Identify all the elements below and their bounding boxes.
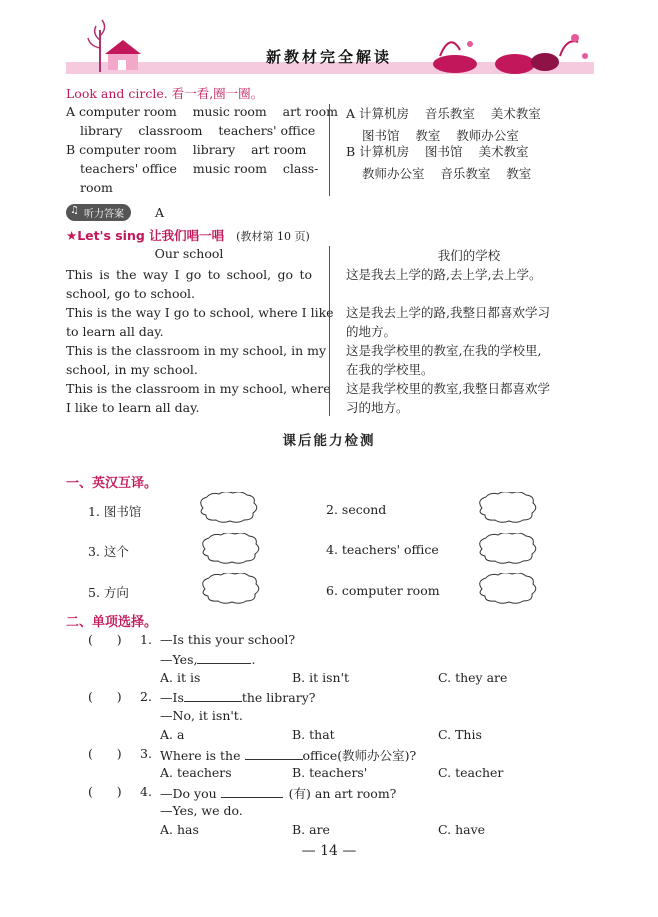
cloud-answer-box-4[interactable] xyxy=(474,533,538,565)
song-en-line-1: This is the way I go to school, go to xyxy=(66,267,312,282)
option-a-zh xyxy=(346,104,596,144)
q4-option-b[interactable]: B. are xyxy=(292,822,330,837)
q2-option-a[interactable]: A. a xyxy=(160,727,185,742)
option-b-en xyxy=(66,142,319,195)
q2-stem-pre: —Is xyxy=(160,690,184,705)
option-a-en-line-1: A computer room music room art room xyxy=(66,104,338,119)
column-divider-song xyxy=(329,246,330,416)
song-lyrics-en xyxy=(66,265,334,417)
header-banner xyxy=(0,0,658,90)
cloud-answer-box-5[interactable] xyxy=(197,573,261,605)
song-zh-line-7: 习的地方。 xyxy=(346,400,409,415)
cloud-answer-box-6[interactable] xyxy=(474,573,538,605)
option-a-en-line-2: library classroom teachers' office xyxy=(80,123,316,138)
song-title-en: Our school xyxy=(154,246,224,261)
q1-blank[interactable] xyxy=(197,651,251,664)
song-lyrics-zh xyxy=(346,265,594,417)
q4-option-c[interactable]: C. have xyxy=(438,822,486,837)
q4-stem-pre: —Do you xyxy=(160,786,217,801)
q2-stem xyxy=(160,689,315,705)
option-b-zh-line-1: B 计算机房 图书馆 美术教室 xyxy=(346,144,529,159)
song-en-line-8: I like to learn all day. xyxy=(66,400,200,415)
q2-option-c[interactable]: C. This xyxy=(438,727,482,742)
q3-stem-pre: Where is the xyxy=(160,748,241,763)
q1-reply-pre: —Yes, xyxy=(160,652,198,667)
song-en-line-5: This is the classroom in my school, in my xyxy=(66,343,327,358)
q4-blank[interactable] xyxy=(221,785,283,798)
q4-stem-post: (有) an art room? xyxy=(288,786,397,801)
listening-answer xyxy=(66,204,164,221)
translate-item-5: 5. 方向 xyxy=(88,585,129,600)
q2-blank[interactable] xyxy=(184,689,242,702)
translate-item-1: 1. 图书馆 xyxy=(88,504,142,519)
q3-option-a[interactable]: A. teachers xyxy=(160,765,232,780)
q3-answer-paren[interactable]: ( ) xyxy=(88,746,122,761)
song-en-line-2: school, go to school. xyxy=(66,286,195,301)
cloud-answer-box-2[interactable] xyxy=(474,492,538,524)
q4-number: 4. xyxy=(140,784,152,799)
translate-item-2: 2. second xyxy=(326,502,387,517)
q3-option-c[interactable]: C. teacher xyxy=(438,765,504,780)
look-circle-instruction: Look and circle. 看一看,圈一圈。 xyxy=(66,86,264,101)
option-b-en-line-1: B computer room library art room xyxy=(66,142,307,157)
q1-reply xyxy=(160,651,255,667)
song-en-line-7: This is the classroom in my school, where xyxy=(66,381,331,396)
q3-option-b[interactable]: B. teachers' xyxy=(292,765,368,780)
option-b-zh xyxy=(346,142,596,182)
translate-item-4: 4. teachers' office xyxy=(326,542,439,557)
song-zh-line-1: 这是我去上学的路,去上学,去上学。 xyxy=(346,267,542,282)
song-zh-line-5: 在我的学校里。 xyxy=(346,362,434,377)
listening-answer-badge xyxy=(66,204,131,221)
cloud-answer-box-1[interactable] xyxy=(195,492,259,524)
q2-option-b[interactable]: B. that xyxy=(292,727,335,742)
q1-stem: —Is this your school? xyxy=(160,632,296,647)
listening-answer-label: 听力答案 xyxy=(84,209,124,220)
q1-answer-paren[interactable]: ( ) xyxy=(88,632,122,647)
song-heading-text: ★Let's sing 让我们唱一唱 xyxy=(66,228,225,243)
song-zh-line-6: 这是我学校里的教室,我整日都喜欢学 xyxy=(346,381,550,396)
translate-item-3: 3. 这个 xyxy=(88,544,129,559)
page-number: — 14 — xyxy=(301,843,357,859)
q4-answer-paren[interactable]: ( ) xyxy=(88,784,122,799)
q4-stem xyxy=(160,784,396,802)
column-divider-top xyxy=(329,104,330,196)
song-heading xyxy=(66,226,310,244)
q2-number: 2. xyxy=(140,689,152,704)
q2-reply: —No, it isn't. xyxy=(160,708,243,723)
q1-option-a[interactable]: A. it is xyxy=(160,670,201,685)
q4-reply: —Yes, we do. xyxy=(160,803,243,818)
q3-stem-post: office(教师办公室)? xyxy=(302,748,417,763)
option-a-zh-line-2: 图书馆 教室 教师办公室 xyxy=(362,128,519,143)
header-title: 新教材完全解读 xyxy=(265,48,392,66)
option-b-zh-line-2: 教师办公室 音乐教室 教室 xyxy=(362,166,532,181)
q3-stem xyxy=(160,746,416,764)
q1-option-b[interactable]: B. it isn't xyxy=(292,670,350,685)
song-zh-line-2: 这是我去上学的路,我整日都喜欢学习 xyxy=(346,305,550,320)
q3-number: 3. xyxy=(140,746,152,761)
section2-title: 二、单项选择。 xyxy=(66,615,158,630)
section1-title: 一、英汉互译。 xyxy=(66,476,158,491)
test-section-title: 课后能力检测 xyxy=(282,433,376,449)
song-textbook-ref: (教材第 10 页) xyxy=(236,230,310,243)
q1-option-c[interactable]: C. they are xyxy=(438,670,508,685)
translate-item-6: 6. computer room xyxy=(326,583,440,598)
option-b-en-line-3: room xyxy=(80,180,113,195)
q2-stem-post: the library? xyxy=(241,690,316,705)
song-zh-line-4: 这是我学校里的教室,在我的学校里, xyxy=(346,343,542,358)
song-en-line-6: school, in my school. xyxy=(66,362,198,377)
song-en-line-3: This is the way I go to school, where I like xyxy=(66,305,334,320)
q1-reply-post: . xyxy=(251,652,256,667)
listening-answer-value: A xyxy=(154,205,165,220)
option-a-en xyxy=(66,104,338,138)
q1-number: 1. xyxy=(140,632,152,647)
q3-blank[interactable] xyxy=(245,747,303,760)
option-a-zh-line-1: A 计算机房 音乐教室 美术教室 xyxy=(346,106,541,121)
cloud-answer-box-3[interactable] xyxy=(197,533,261,565)
song-zh-line-3: 的地方。 xyxy=(346,324,397,339)
option-b-en-line-2: teachers' office music room class- xyxy=(80,161,319,176)
song-title-zh: 我们的学校 xyxy=(437,248,501,263)
q2-answer-paren[interactable]: ( ) xyxy=(88,689,122,704)
q4-option-a[interactable]: A. has xyxy=(160,822,199,837)
headphone-icon: ♫ xyxy=(70,205,79,216)
song-en-line-4: to learn all day. xyxy=(66,324,164,339)
